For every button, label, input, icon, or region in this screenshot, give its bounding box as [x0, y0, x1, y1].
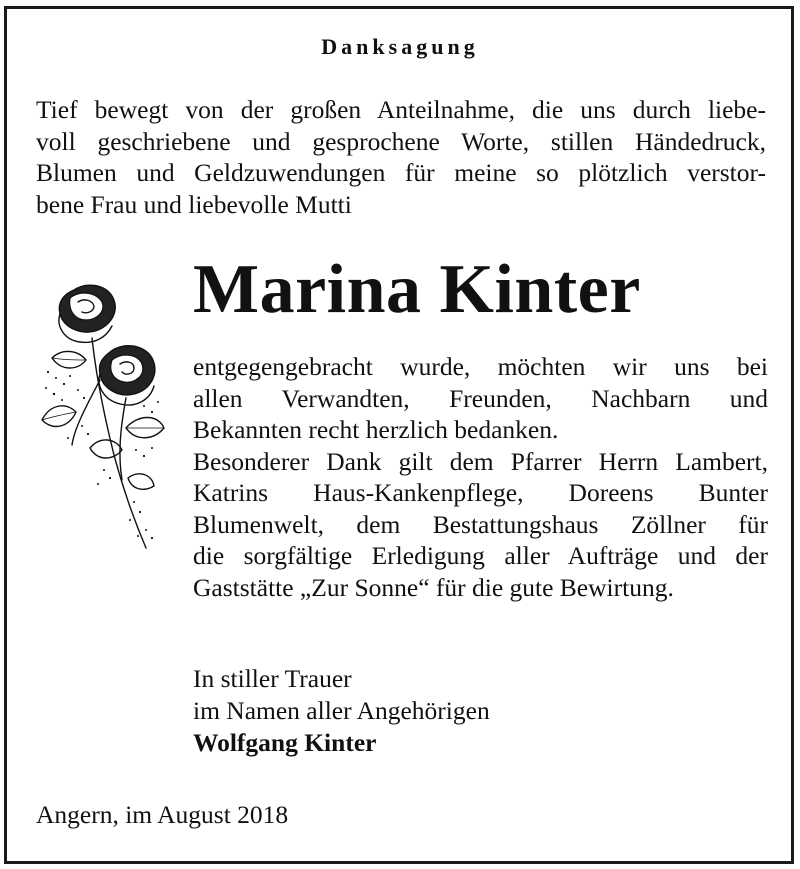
deceased-name: Marina Kinter: [193, 251, 641, 328]
notice-heading: Danksagung: [321, 34, 479, 59]
body-line: Blumenwelt, dem Bestattungshaus Zöllner für: [193, 509, 768, 539]
thanks-paragraph: [193, 351, 768, 603]
intro-line: voll geschriebene und gesprochene Worte, stillen Händedruck,: [36, 126, 766, 156]
body-line: allen Verwandten, Freunden, Nachbarn und: [193, 383, 768, 413]
intro-line: Blumen und Geldzuwendungen für meine so plötzlich verstor-: [36, 158, 766, 187]
intro-line: Tief bewegt von der großen Anteilnahme, die uns durch liebe-: [36, 95, 766, 124]
place-date: Angern, im August 2018: [36, 800, 289, 829]
body-line: Bekannten recht herzlich bedanken.: [193, 415, 559, 444]
signer-name: Wolfgang Kinter: [193, 728, 377, 757]
body-line: Gaststätte „Zur Sonne“ für die gute Bewirtung.: [193, 572, 674, 602]
closing-block: [193, 663, 490, 759]
body-line: die sorgfältige Erledigung aller Aufträge und der: [193, 541, 768, 570]
closing-line: im Namen aller Angehörigen: [193, 696, 490, 725]
intro-line: bene Frau und liebevolle Mutti: [36, 189, 352, 219]
body-line: Katrins Haus-Kankenpflege, Doreens Bunter: [193, 478, 768, 507]
body-line: Besonderer Dank gilt dem Pfarrer Herrn Lambert,: [193, 446, 768, 476]
intro-paragraph: [36, 94, 766, 220]
closing-line: In stiller Trauer: [193, 664, 352, 693]
body-line: entgegengebracht wurde, möchten wir uns bei: [193, 352, 768, 381]
rose-icon: [34, 280, 169, 555]
